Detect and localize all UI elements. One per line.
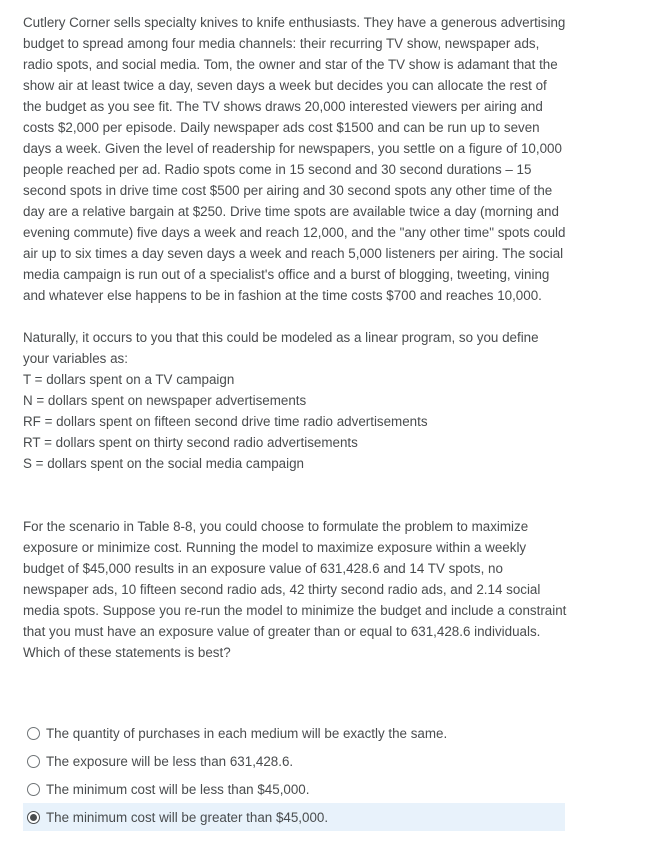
answer-option-label[interactable]: The minimum cost will be greater than $45,000. [46,809,329,825]
question-paragraph: For the scenario in Table 8-8, you could choose to formulate the problem to maximize exposure or minimize cost. Running the model to maximize exposure within a weekly budget of $45,000 results in an exposure value of 631,428.6 and 14 TV spots, no newspaper ads, 10 fifteen second radio ads, 42 thirty second radio ads, and 2.14 social media spots. Suppose you re-run the model to minimize the budget and include a constraint that you must have an exposure value of greater than or equal to 631,428.6 individuals. Which of these statements is best? [23,519,567,660]
variable-definition-rt: RT = dollars spent on thirty second radio advertisements [23,435,358,450]
radio-button[interactable] [27,755,40,768]
answer-option-2[interactable] [23,747,565,775]
answer-option-label[interactable]: The exposure will be less than 631,428.6. [46,753,294,769]
answer-option-label[interactable]: The quantity of purchases in each medium will be exactly the same. [46,725,448,741]
variable-definition-n: N = dollars spent on newspaper advertisements [23,393,307,408]
answer-option-4[interactable] [23,803,565,831]
variable-definition-t: T = dollars spent on a TV campaign [23,372,235,387]
radio-button[interactable] [27,811,40,824]
variable-list [23,369,568,474]
answer-option-3[interactable] [23,775,565,803]
answer-option-label[interactable]: The minimum cost will be less than $45,000. [46,781,310,797]
scenario-paragraph: Cutlery Corner sells specialty knives to knife enthusiasts. They have a generous advertising budget to spread among four media channels: their recurring TV show, newspaper ads, radio spots, and social media. Tom, the owner and star of the TV show is adamant that the show air at least twice a day, seven days a week but decides you can allocate the rest of the budget as you see fit. The TV shows draws 20,000 interested viewers per airing and costs $2,000 per episode. Daily newspaper ads cost $1500 and can be run up to seven days a week. Given the level of readership for newspapers, you settle on a figure of 10,000 people reached per ad. Radio spots come in 15 second and 30 second durations – 15 second spots in drive time cost $500 per airing and 30 second spots any other time of the day are a relative bargain at $250. Drive time spots are available twice a day (morning and evening commute) five days a week and reach 12,000, and the "any other time" spots could air up to six times a day seven days a week and reach 5,000 listeners per airing. The social media campaign is run out of a specialist's office and a burst of blogging, tweeting, vining and whatever else happens to be in fashion at the time costs $700 and reaches 10,000. [23,15,566,303]
variable-definition-s: S = dollars spent on the social media campaign [23,456,304,471]
question-body [23,12,568,663]
variables-intro: Naturally, it occurs to you that this could be modeled as a linear program, so you define your variables as: [23,330,539,366]
radio-button[interactable] [27,783,40,796]
answer-option-1[interactable] [23,719,565,747]
radio-button[interactable] [27,727,40,740]
answer-options [23,719,565,831]
variable-definition-rf: RF = dollars spent on fifteen second drive time radio advertisements [23,414,428,429]
